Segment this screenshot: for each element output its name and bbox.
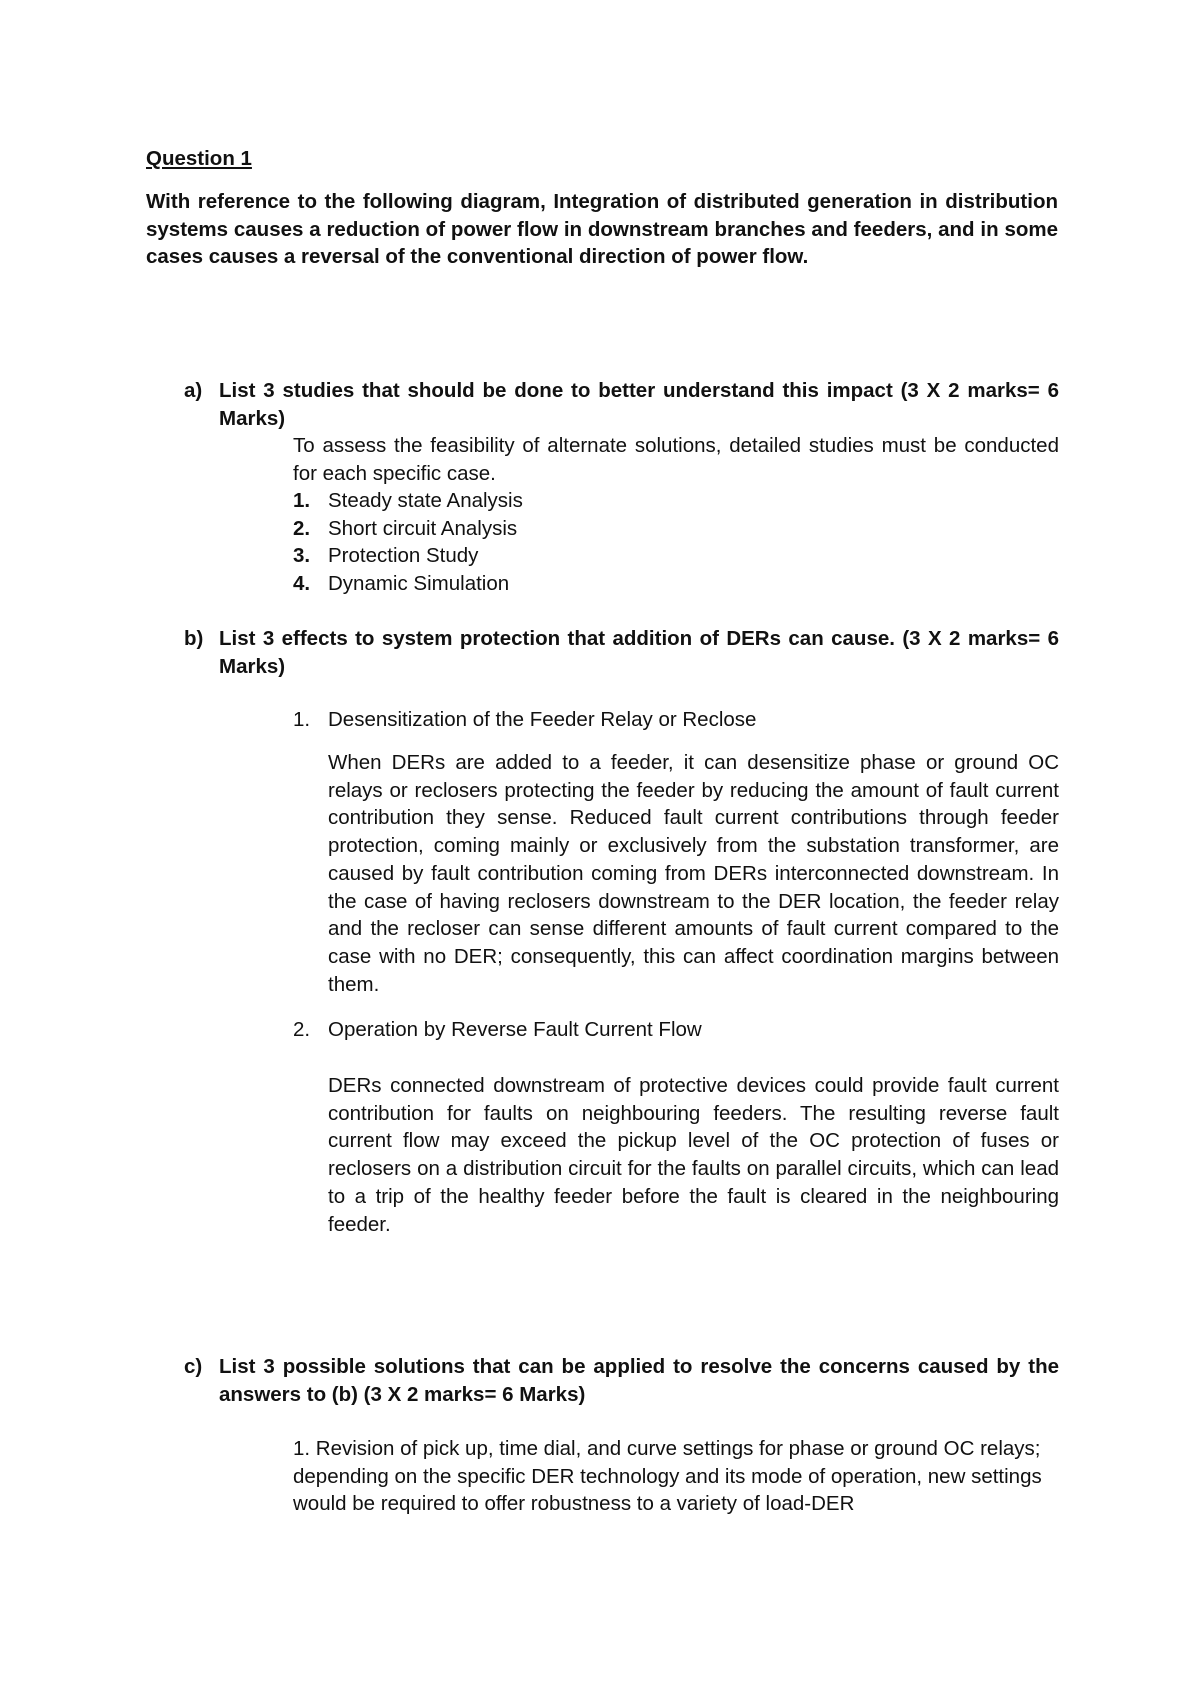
question-intro: With reference to the following diagram, Integration of distributed generation in distribution systems causes a reduction of power flow in downstream branches and feeders, and in some cases causes a reversal of the conventional direction of power flow. [146, 190, 1058, 269]
part-c-question: List 3 possible solutions that can be applied to resolve the concerns caused by the answers to (b) (3 X 2 marks= 6 Marks) [219, 1355, 1059, 1406]
list-item: 2. Short circuit Analysis [293, 516, 518, 540]
part-b-item-2-body: DERs connected downstream of protective devices could provide fault current contribution for faults on neighbouring feeders. The resulting reverse fault current flow may exceed the pickup level of the OC protection of fuses or reclosers on a distribution circuit for the faults on parallel circuits, which can lead to a trip of the healthy feeder before the fault is cleared in the neighbouring feeder. [328, 1074, 1059, 1236]
part-a-list [293, 487, 1059, 598]
part-c-answer: 1. Revision of pick up, time dial, and curve settings for phase or ground OC relays; depending on the specific DER technology and its mode of operation, new settings would be required to offer robustness to a variety of load-DER [293, 1437, 1042, 1516]
part-b-item-1-heading: 1. Desensitization of the Feeder Relay or Reclose [293, 708, 757, 731]
list-item: 1. Steady state Analysis [293, 489, 523, 512]
part-c-label: c) [184, 1355, 203, 1378]
list-item: 3. Protection Study [293, 544, 479, 568]
part-b-item-2-heading: 2. Operation by Reverse Fault Current Flow [293, 1018, 702, 1041]
part-b-label: b) [184, 627, 204, 650]
part-a-label: a) [184, 379, 203, 402]
part-b-question: List 3 effects to system protection that addition of DERs can cause. (3 X 2 marks= 6 Marks) [219, 627, 1059, 678]
part-a-lead: To assess the feasibility of alternate solutions, detailed studies must be conducted for each specific case. [293, 434, 1059, 485]
question-title: Question 1 [146, 147, 252, 170]
part-a-question: List 3 studies that should be done to better understand this impact (3 X 2 marks= 6 Marks) [219, 379, 1059, 430]
part-b-item-1-body: When DERs are added to a feeder, it can desensitize phase or ground OC relays or reclosers protecting the feeder by reducing the amount of fault current contribution they sense. Reduced fault current contributions through feeder protection, coming mainly or exclusively from the substation transformer, are caused by fault contribution coming from DERs interconnected downstream. In the case of having reclosers downstream to the DER location, the feeder relay and the recloser can sense different amounts of fault current compared to the case with no DER; consequently, this can affect coordination margins between them. [328, 751, 1059, 996]
list-item: 4. Dynamic Simulation [293, 572, 510, 596]
